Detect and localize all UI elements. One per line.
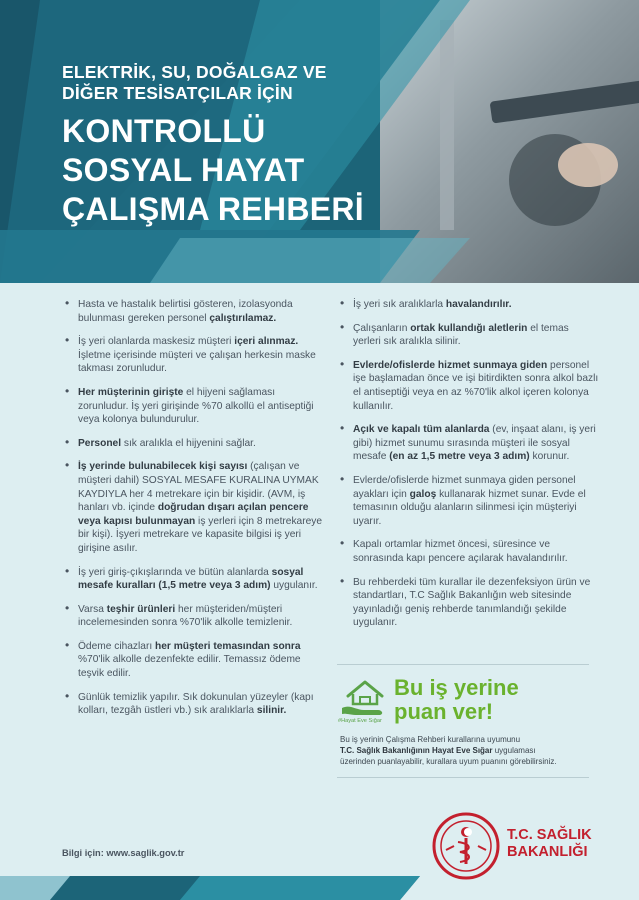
promo-note-app-name: T.C. Sağlık Bakanlığının Hayat Eve Sığar	[340, 746, 493, 755]
rule-text-bold: Her müşterinin girişte	[78, 386, 184, 398]
rule-text: %70'lik alkolle dezenfekte edilir. Temassız ödeme teşvik edilir.	[78, 654, 301, 680]
title-line3: ÇALIŞMA REHBERİ	[62, 191, 364, 227]
rule-item	[337, 474, 599, 528]
header-subtitle	[62, 62, 364, 104]
rule-text: Bu rehberdeki tüm kurallar ile dezenfeksiyon ürün ve standartları, T.C Sağlık Bakanlığın web sitesinde yayınladığı geniş rehberde tanımlandığı şekilde uygulanır.	[353, 576, 591, 629]
house-hands-icon	[340, 674, 390, 720]
ministry-line1: T.C. SAĞLIK	[507, 827, 592, 843]
header-banner	[0, 0, 639, 283]
rule-item	[337, 322, 599, 349]
promo-title-line2: puan ver!	[394, 699, 494, 724]
rule-text: uygulanır.	[270, 580, 318, 592]
rule-item	[62, 691, 324, 718]
rule-item	[337, 298, 599, 312]
rule-text: personel işe başlamadan önce ve işi bitirdikten sonra alkol bazlı el antiseptiği veya en az %70'lik alkol içeren kolonya kullanılır.	[353, 359, 599, 412]
title-line1: KONTROLLÜ	[62, 113, 266, 149]
rule-text: Kapalı ortamlar hizmet öncesi, süresince ve sonrasında kapı pencere açılarak havalandırılır.	[353, 539, 568, 564]
rule-text-bold: çalıştırılamaz.	[209, 312, 277, 324]
divider-top	[337, 664, 589, 665]
rule-item	[62, 460, 324, 555]
rule-text: sık aralıkla el hijyenini sağlar.	[121, 437, 256, 449]
rule-item	[62, 603, 324, 630]
header-subtitle-line1: ELEKTRİK, SU, DOĞALGAZ VE	[62, 62, 327, 82]
header-text	[62, 62, 364, 229]
rules-left-column	[62, 298, 324, 728]
promo-icon-label: #Hayat Eve Sığar	[338, 718, 382, 724]
rule-text: (çalışan ve müşteri dahil) SOSYAL MESAFE KURALINA UYMAK KAYDIYLA her 4 metrekare için bir kişidir. (AVM, iş hanları vb. içinde	[78, 461, 319, 514]
rule-text: el temas yerleri sık aralıkla silinir.	[353, 322, 569, 348]
rule-text-bold: Açık ve kapalı tüm alanlarda	[353, 424, 490, 436]
rule-text: (ev, inşaat alanı, iş yeri gibi) hizmet sunumu sırasında müşteri ile sosyal mesafe	[353, 424, 596, 463]
promo-title	[394, 676, 519, 724]
rule-text: Hasta ve hastalık belirtisi gösteren, izolasyonda bulunması gereken personel	[78, 299, 293, 324]
rule-text: Çalışanların	[353, 322, 411, 334]
rule-item	[337, 576, 599, 630]
rule-item	[337, 423, 599, 464]
promo-title-line1: Bu iş yerine	[394, 675, 519, 700]
rule-text: İşletme içerisinde müşteri ve çalışan herkesin maske takması zorunludur.	[78, 349, 316, 375]
rule-text: Evlerde/ofislerde hizmet sunmaya giden personel ayakları için	[353, 474, 576, 500]
ministry-seal-icon	[432, 812, 500, 880]
rule-item	[337, 359, 599, 413]
rule-text-bold: doğrudan dışarı açılan pencere veya kapısı bulunmayan	[78, 502, 309, 527]
promo-note-line3: üzerinden puanlayabilir, kurallara uyum puanını görebilirsiniz.	[340, 757, 557, 766]
rule-text-bold: her müşteri temasından sonra	[155, 640, 301, 652]
rule-text-bold: havalandırılır.	[445, 299, 512, 310]
rule-item	[62, 386, 324, 427]
promo-note-line2-rest: uygulaması	[492, 746, 536, 755]
page-title	[62, 112, 364, 229]
rule-text-bold: ortak kullandığı aletlerin	[410, 322, 528, 334]
rule-text-bold: İş yerinde bulunabilecek kişi sayısı	[78, 461, 248, 473]
rule-text: İş yeri giriş-çıkışlarında ve bütün alanlarda	[78, 566, 272, 578]
rule-item	[62, 335, 324, 376]
rule-item	[62, 640, 324, 681]
rule-text-bold: galoş	[409, 488, 437, 500]
rule-item	[62, 566, 324, 593]
rule-text: İş yeri sık aralıklarla	[353, 299, 446, 310]
rule-text-bold: teşhir ürünleri	[106, 603, 176, 615]
rule-item	[62, 298, 324, 325]
footer-stripes	[0, 876, 639, 900]
rule-text: kullanarak hizmet sunar. Evde el temasının olduğu alanların silinmesi için müşteriyi uyarır.	[353, 488, 586, 527]
rule-text: Varsa	[78, 603, 107, 615]
rule-text-bold: silinir.	[256, 705, 287, 717]
rules-right-column	[337, 298, 599, 640]
rule-text-bold: içeri alınmaz.	[234, 336, 299, 348]
ministry-name	[507, 827, 592, 861]
rule-text: el hijyeni sağlaması zorunludur. İş yeri girişinde %70 alkollü el antiseptiği veya kolonya bulundurulur.	[78, 386, 314, 426]
rule-text: Günlük temizlik yapılır. Sık dokunulan yüzeyler (kapı kolları, tezgâh üstleri vb.) sık aralıklarla	[78, 691, 314, 717]
rule-text: korunur.	[529, 451, 570, 463]
rule-text: iş yerleri için 8 metrekareye bir kişi). İşyeri metrekare ve kapasite bilgisi iş yeri girişine asılır.	[78, 515, 323, 554]
title-line2: SOSYAL HAYAT	[62, 152, 305, 188]
info-link[interactable]: Bilgi için: www.saglik.gov.tr	[62, 848, 185, 858]
promo-note	[340, 734, 600, 767]
divider-bottom	[337, 777, 589, 778]
rule-text-bold: Personel	[78, 437, 122, 449]
promo-note-line1: Bu iş yerinin Çalışma Rehberi kurallarına uyumunu	[340, 735, 521, 744]
rule-item	[337, 538, 599, 565]
rule-text-bold: (en az 1,5 metre veya 3 adım)	[389, 451, 530, 463]
rule-text-bold: Evlerde/ofislerde hizmet sunmaya giden	[353, 359, 548, 371]
rule-text: Ödeme cihazları	[78, 640, 156, 652]
rule-text: her müşteriden/müşteri incelemesinden sonra %70'lik alkolle temizlenir.	[78, 603, 293, 629]
ministry-line2: BAKANLIĞI	[507, 844, 588, 860]
rule-text-bold: sosyal mesafe kuralları (1,5 metre veya 3 adım)	[78, 566, 304, 592]
rule-text: İş yeri olanlarda maskesiz müşteri	[78, 336, 235, 348]
header-subtitle-line2: DİĞER TESİSATÇILAR İÇİN	[62, 83, 293, 103]
rule-item	[62, 437, 324, 451]
